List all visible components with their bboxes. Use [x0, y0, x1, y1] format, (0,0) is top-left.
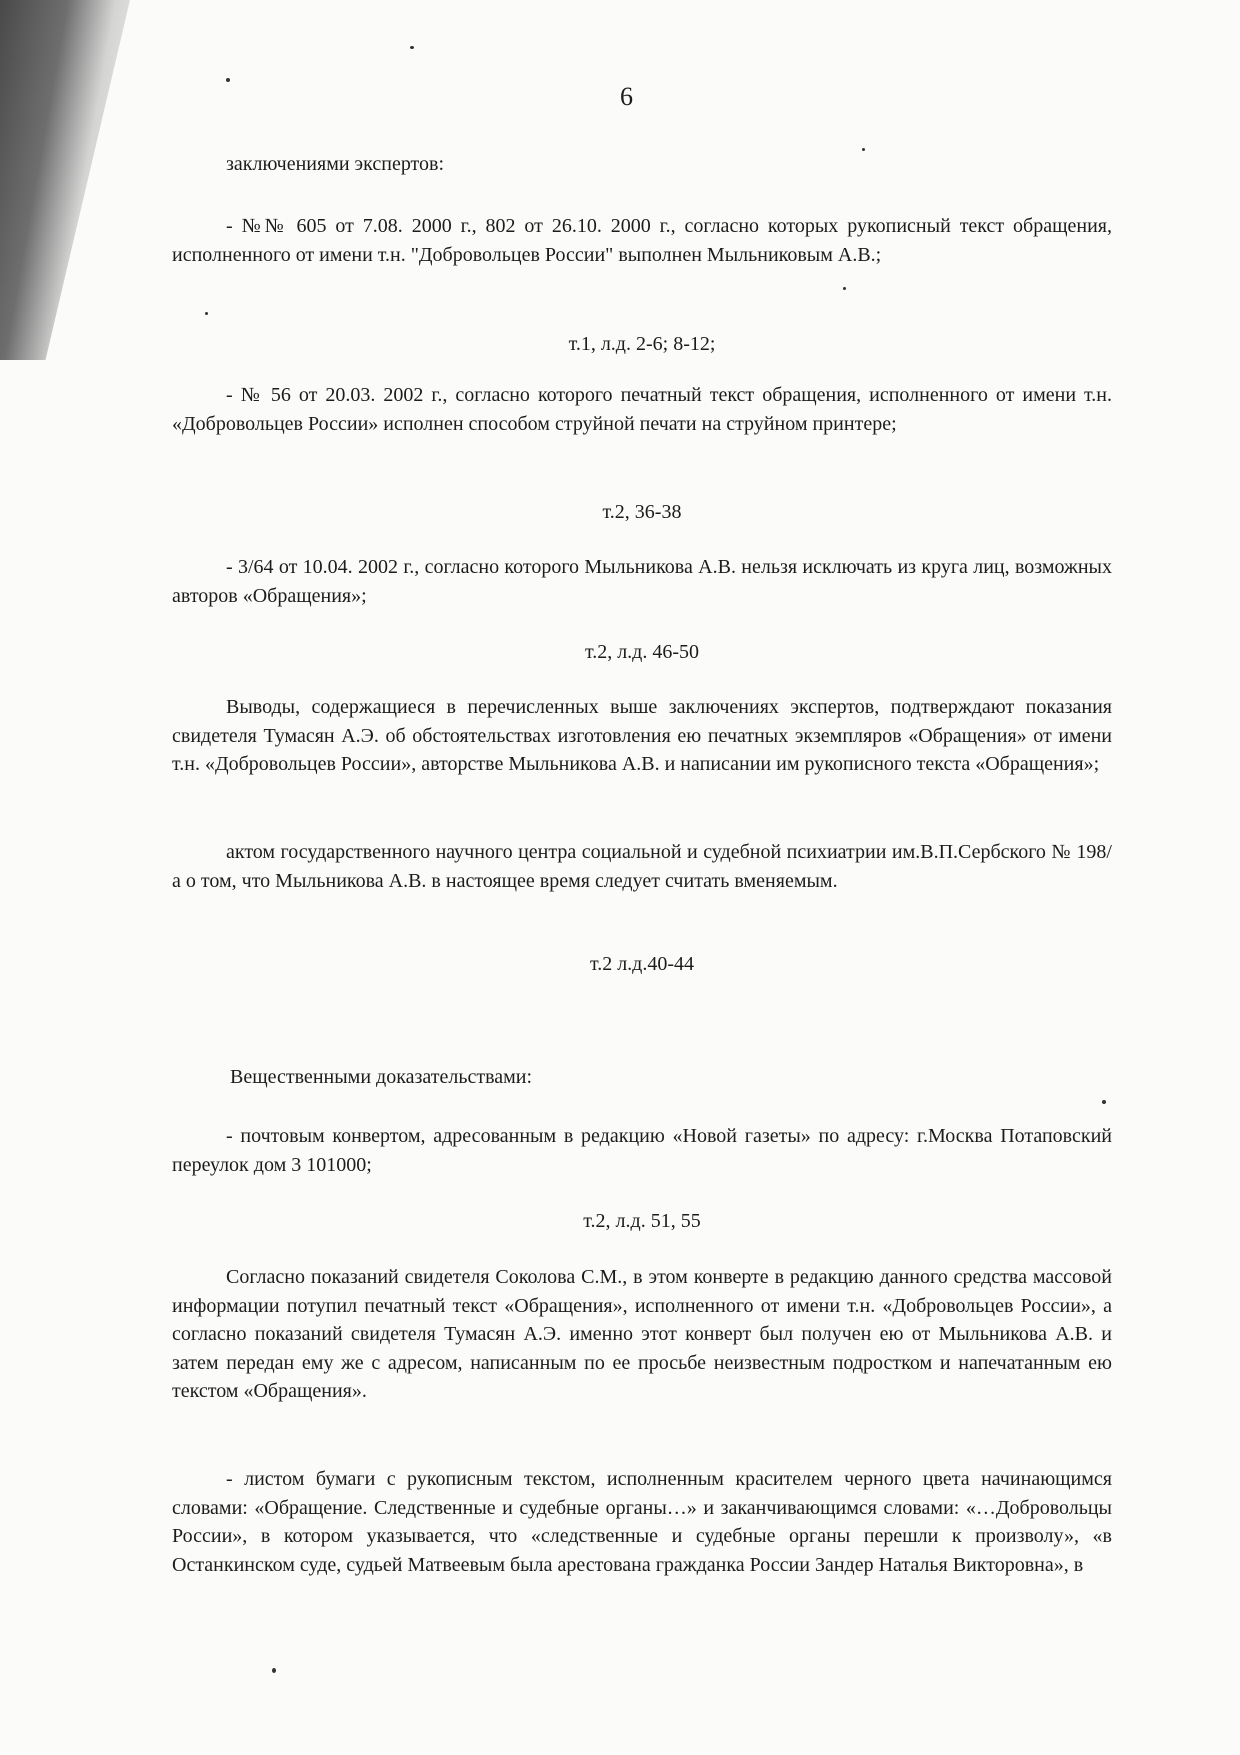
paragraph-material-evidence: Вещественными доказательствами: — [230, 1066, 533, 1088]
paragraph-handwritten-sheet: - листом бумаги с рукописным текстом, исполненным красителем черного цвета начинающимся словами: «Обращение. Следственные и судебные органы…» и заканчивающимся словами: «…Добровольцы России», в котором указывается, что «следственные и судебные органы перешли к произволу», «в Останкинском суде, судьей Матвеевым была арестована гражданка России Зандер Наталья Викторовна», в — [172, 1468, 1112, 1576]
scan-speck — [843, 287, 846, 290]
scan-speck — [226, 78, 230, 82]
reference-vol2-46: т.2, л.д. 46-50 — [584, 641, 700, 663]
scan-speck — [272, 1668, 276, 1673]
reference-vol2-51: т.2, л.д. 51, 55 — [583, 1210, 701, 1232]
reference-vol2-36: т.2, 36-38 — [602, 501, 682, 523]
paragraph-serbsky-act: актом государственного научного центра социальной и судебной психиатрии им.В.П.Сербского № 198/а о том, что Мыльникова А.В. в настоящее время следует считать вменяемым. — [172, 841, 1112, 892]
paragraph-expert-56: - № 56 от 20.03. 2002 г., согласно которого печатный текст обращения, исполненного от имени т.н. «Добровольцев России» исполнен способом струйной печати на струйном принтере; — [172, 384, 1112, 435]
scan-edge-shadow — [0, 0, 130, 360]
scan-speck — [1102, 1100, 1106, 1104]
paragraph-conclusions: Выводы, содержащиеся в перечисленных выше заключениях экспертов, подтверждают показания свидетеля Тумасян А.Э. об обстоятельствах изготовления ею печатных экземпляров «Обращения» от имени т.н. «Добровольцев России», авторстве Мыльникова А.В. и написании им рукописного текста «Обращения»; — [172, 696, 1112, 775]
paragraph-expert-605: - №№ 605 от 7.08. 2000 г., 802 от 26.10. 2000 г., согласно которых рукописный текст обращения, исполненного от имени т.н. "Добровольцев России" выполнен Мыльниковым А.В.; — [172, 215, 1112, 266]
paragraph-expert-conclusions-intro: заключениями экспертов: — [226, 153, 445, 175]
reference-vol1: т.1, л.д. 2-6; 8-12; — [568, 333, 716, 355]
paragraph-sokolov-testimony: Согласно показаний свидетеля Соколова С.М., в этом конверте в редакцию данного средства массовой информации потупил печатный текст «Обращения», исполненного от имени т.н. «Добровольцев России», а согласно показаний свидетеля Тумасян А.Э. именно этот конверт был получен ею от Мыльникова А.В. и затем передан ему же с адресом, написанным по ее просьбе неизвестным подростком и напечатанным ею текстом «Обращения». — [172, 1266, 1112, 1402]
scan-speck — [410, 46, 414, 49]
paragraph-expert-3-64: - 3/64 от 10.04. 2002 г., согласно которого Мыльникова А.В. нельзя исключать из круга лиц, возможных авторов «Обращения»; — [172, 556, 1112, 607]
scan-speck — [205, 312, 208, 315]
reference-vol2-40: т.2 л.д.40-44 — [589, 953, 695, 975]
paragraph-envelope: - почтовым конвертом, адресованным в редакцию «Новой газеты» по адресу: г.Москва Потаповский переулок дом 3 101000; — [172, 1125, 1112, 1176]
page-number: 6 — [620, 82, 633, 111]
